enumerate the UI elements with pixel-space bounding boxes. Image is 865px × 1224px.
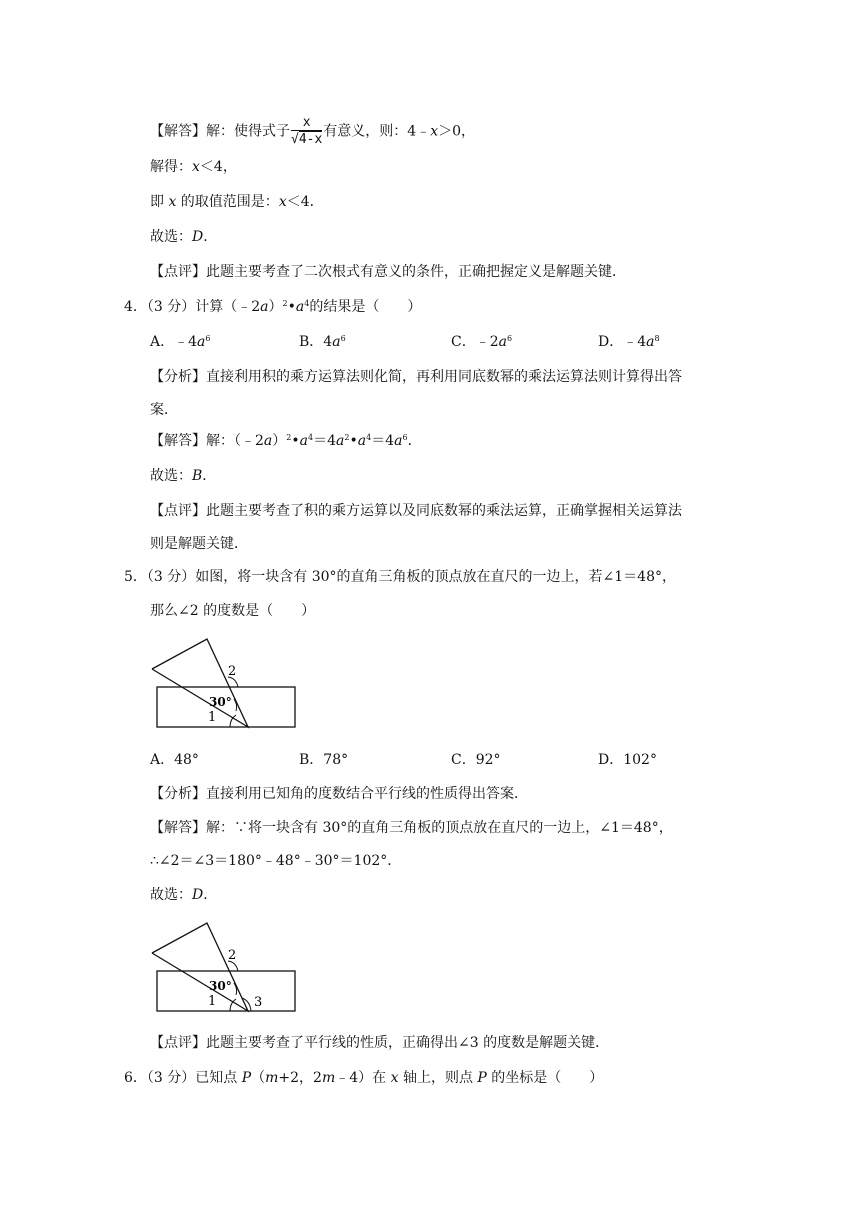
- choice: D: [192, 887, 204, 903]
- option-label: D．﹣4: [598, 334, 647, 350]
- exponent: 6: [340, 334, 346, 343]
- text: ．: [203, 887, 218, 903]
- choice: B: [192, 468, 203, 484]
- var: a: [646, 334, 655, 350]
- var: a: [332, 334, 341, 350]
- q6-question: [124, 1068, 603, 1088]
- text: 轴上，则点: [398, 1070, 478, 1086]
- triangle: [152, 923, 248, 1011]
- exponent: 4: [308, 433, 314, 442]
- option-label: A．﹣4: [150, 334, 198, 350]
- var: a: [336, 433, 345, 449]
- var: a: [197, 334, 206, 350]
- text: ．: [407, 433, 422, 449]
- q5-choose-line: [150, 885, 217, 905]
- angle-label-3: 3: [254, 995, 263, 1010]
- var: m: [321, 1070, 336, 1086]
- var: x: [430, 123, 439, 140]
- text: 6．（3 分）已知点: [124, 1070, 242, 1086]
- var: P: [241, 1070, 252, 1086]
- text: ＞0，: [438, 123, 476, 140]
- angle-label-30: 30°: [209, 695, 232, 709]
- text: ．: [202, 468, 217, 484]
- angle-label-30: 30°: [209, 979, 232, 993]
- text: 的结果是（ ）: [309, 299, 422, 315]
- q5-question-2: 那么∠2 的度数是（ ）: [150, 603, 316, 619]
- var: x: [390, 1070, 399, 1086]
- text: ＝4: [371, 433, 395, 449]
- exponent: 6: [205, 334, 211, 343]
- exponent: 2: [282, 299, 288, 308]
- option-label: C．﹣2: [451, 334, 499, 350]
- q5-option-d: D．102°: [598, 752, 657, 768]
- text: 即: [150, 194, 169, 210]
- var: a: [357, 433, 367, 449]
- var: m: [265, 1070, 279, 1086]
- var: a: [394, 433, 403, 449]
- q4-answer: [150, 431, 422, 451]
- text: ）: [272, 433, 287, 449]
- var: a: [260, 299, 269, 315]
- exponent: 6: [402, 433, 408, 442]
- text: 的坐标是（ ）: [486, 1070, 604, 1086]
- text: 【解答】解：使得式子: [150, 123, 290, 140]
- angle-label-2: 2: [228, 664, 237, 679]
- var: x: [192, 159, 200, 175]
- q5-answer-2: ∴∠2＝∠3＝180°﹣48°﹣30°＝102°．: [150, 853, 402, 869]
- text: 【解答】解：（﹣2: [150, 433, 264, 449]
- text: •: [287, 299, 296, 315]
- text: 4．（3 分）计算（﹣2: [124, 299, 261, 315]
- var: x: [168, 194, 177, 210]
- q5-comment: 【点评】此题主要考查了平行线的性质，正确得出∠3 的度数是解题关键．: [150, 1035, 610, 1051]
- q3-choose-line: [150, 227, 217, 247]
- triangle: [152, 639, 248, 727]
- exponent: 6: [506, 334, 513, 343]
- q5-option-a: A．48°: [150, 752, 199, 768]
- choice: D: [192, 229, 204, 245]
- exponent: 2: [286, 433, 292, 442]
- q5-answer-figure: [150, 919, 300, 1019]
- q4-analysis-2: 案．: [150, 402, 178, 418]
- var: a: [498, 334, 507, 350]
- text: 故选：: [150, 468, 192, 484]
- text: ＜4．: [286, 194, 324, 210]
- var: a: [295, 299, 305, 315]
- text: 故选：: [150, 887, 192, 903]
- exponent: 4: [366, 433, 372, 442]
- exponent: 4: [304, 299, 310, 308]
- q5-answer-1: 【解答】解：∵将一块含有 30°的直角三角板的顶点放在直尺的一边上，∠1＝48°，: [150, 820, 673, 836]
- angle-label-1: 1: [208, 994, 217, 1009]
- q3-solve-line: [150, 157, 237, 177]
- text: 有意义，则：4﹣: [323, 123, 431, 140]
- fraction-numerator: x: [302, 115, 311, 130]
- text: 的取值范围是：: [176, 194, 279, 210]
- var: a: [263, 433, 273, 449]
- q4-option-c: [451, 332, 512, 352]
- text: （: [251, 1070, 266, 1086]
- q4-comment-1: 【点评】此题主要考查了积的乘方运算以及同底数幂的乘法运算，正确掌握相关运算法: [150, 503, 682, 519]
- radicand: 4-x: [298, 132, 323, 147]
- text: 解得：: [150, 159, 192, 175]
- q5-question-1: 5．（3 分）如图，将一块含有 30°的直角三角板的顶点放在直尺的一边上，若∠1＝48°，: [124, 569, 676, 585]
- text: ）: [268, 299, 283, 315]
- q5-analysis: 【分析】直接利用已知角的度数结合平行线的性质得出答案．: [150, 786, 528, 802]
- q4-analysis-1: 【分析】直接利用积的乘方运算法则化简，再利用同底数幂的乘法运算法则计算得出答: [150, 369, 682, 385]
- q5-figure: [150, 633, 300, 733]
- text: ﹣4）在: [335, 1070, 391, 1086]
- q3-range-line: [150, 192, 324, 212]
- fraction: [291, 116, 322, 147]
- q4-question: [124, 297, 421, 317]
- var: x: [278, 194, 287, 210]
- q5-option-b: B．78°: [299, 752, 349, 768]
- text: ．: [203, 229, 218, 245]
- text: •: [349, 433, 358, 449]
- option-label: B．4: [299, 334, 333, 350]
- angle-label-1: 1: [208, 710, 217, 725]
- q3-comment: 【点评】此题主要考查了二次根式有意义的条件，正确把握定义是解题关键．: [150, 264, 626, 280]
- text: 故选：: [150, 229, 192, 245]
- fraction-denominator: √4-x: [291, 132, 323, 147]
- q4-option-b: [299, 332, 346, 352]
- text: +2，2: [278, 1070, 322, 1086]
- var: a: [299, 433, 308, 449]
- text: ＜4，: [199, 159, 237, 175]
- q5-option-c: C．92°: [451, 752, 501, 768]
- q4-option-d: [598, 332, 660, 352]
- q4-choose-line: [150, 466, 216, 486]
- q4-comment-2: 则是解题关键．: [150, 536, 248, 552]
- text: ＝4: [313, 433, 337, 449]
- exponent: 8: [654, 334, 660, 343]
- text: •: [291, 433, 300, 449]
- q4-option-a: [150, 332, 210, 352]
- q3-answer-line: [150, 116, 475, 147]
- var: P: [477, 1070, 487, 1086]
- angle-label-2: 2: [228, 948, 237, 963]
- exponent: 2: [344, 433, 350, 442]
